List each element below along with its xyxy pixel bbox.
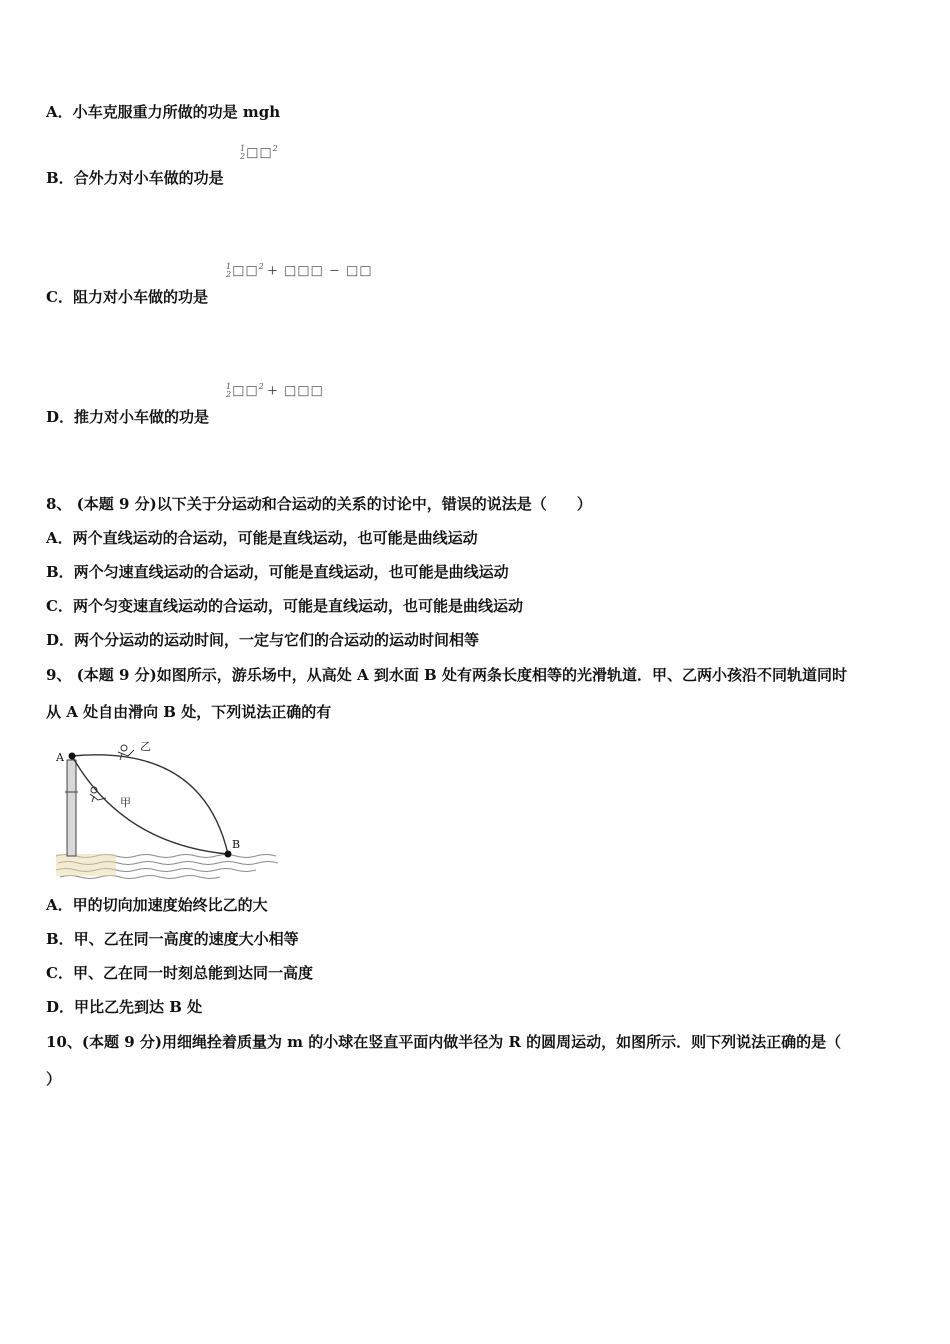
q10-stem-line2: ） [46,1070,62,1088]
q7-option-c: C．阻力对小车做的功是 [46,288,208,306]
slide-track-figure [52,736,288,884]
q9-option-d: D．甲比乙先到达 B 处 [46,998,203,1016]
q7-option-b: B．合外力对小车做的功是 [46,169,224,187]
label-a: A [56,751,64,764]
q9-option-c: C．甲、乙在同一时刻总能到达同一高度 [46,964,313,982]
q8-option-d: D．两个分运动的运动时间，一定与它们的合运动的运动时间相等 [46,631,480,649]
q9-option-b: B．甲、乙在同一高度的速度大小相等 [46,930,299,948]
track-jia [72,756,228,854]
q8-option-a: A．两个直线运动的合运动，可能是直线运动，也可能是曲线运动 [46,529,478,547]
q9-stem-line2: 从 A 处自由滑向 B 处，下列说法正确的有 [46,703,332,721]
point-a [69,753,76,760]
q7-option-c-formula: 1 2□□$^2$ + □□□ − □□ [226,261,373,279]
tower-pole [67,760,76,856]
q9-stem-line1: 9、 (本题 9 分)如图所示，游乐场中，从高处 A 到水面 B 处有两条长度相等的光滑轨道．甲、乙两小孩沿不同轨道同时 [46,666,847,684]
q7-option-b-formula: 1 2□□$^2$ [240,143,278,161]
q7-option-d: D．推力对小车做的功是 [46,408,210,426]
label-jia: 甲 [120,796,131,809]
track-yi [72,755,228,854]
q7-option-d-formula: 1 2□□$^2$ + □□□ [226,381,324,399]
label-b: B [232,838,241,851]
q8-stem: 8、 (本题 9 分)以下关于分运动和合运动的关系的讨论中，错误的说法是（ ） [46,495,592,513]
label-yi: 乙 [140,740,151,753]
q9-option-a: A．甲的切向加速度始终比乙的大 [46,896,268,914]
q7-option-a: A．小车克服重力所做的功是 mgh [46,103,281,121]
q8-option-b: B．两个匀速直线运动的合运动，可能是直线运动，也可能是曲线运动 [46,563,509,581]
q8-option-c: C．两个匀变速直线运动的合运动，可能是直线运动，也可能是曲线运动 [46,597,523,615]
q10-stem-line1: 10、(本题 9 分)用细绳拴着质量为 m 的小球在竖直平面内做半径为 R 的圆周运动，如图所示．则下列说法正确的是（ [46,1033,842,1051]
child-jia-icon [90,787,106,802]
point-b [225,851,232,858]
